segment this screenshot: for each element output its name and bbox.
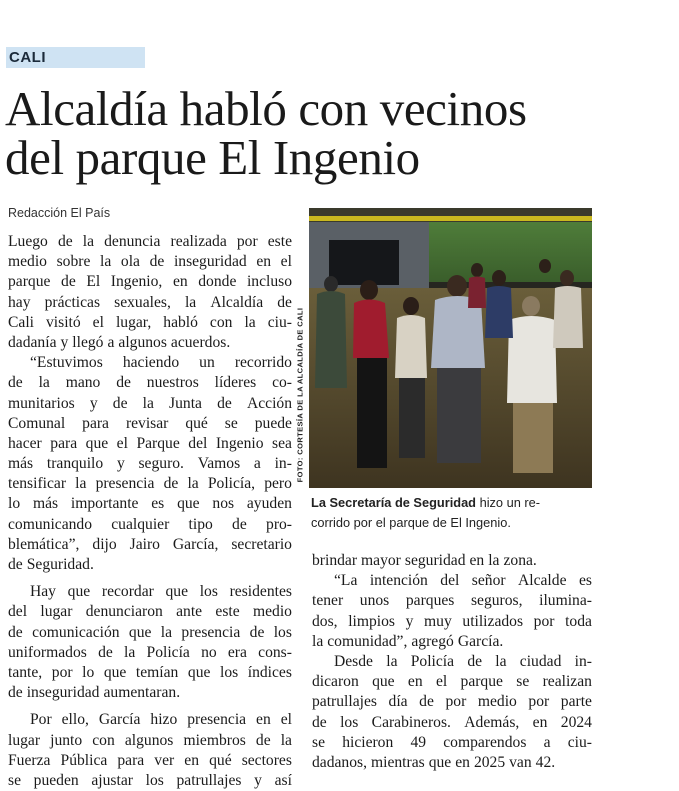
section-label: CALI <box>9 49 46 66</box>
text-line: medio sobre la ola de inseguridad en el <box>8 253 292 271</box>
text-line: “La intención del señor Alcalde es <box>334 572 592 590</box>
text-line: la comunidad”, agregó García. <box>312 632 504 650</box>
text-line: blemática”, dijo Jairo García, secretario <box>8 535 292 553</box>
text-line: del lugar denunciaron ante este medio <box>8 603 292 621</box>
byline: Redacción El País <box>8 206 111 220</box>
article-column-1 <box>8 232 292 791</box>
text-line: se pueden ajustar los patrullajes y así <box>8 771 292 789</box>
text-line: Fuerza Pública para ver en qué sectores <box>8 751 292 769</box>
text-line: de la mano de nuestros líderes co- <box>8 374 292 392</box>
photo-credit-text: FOTO: CORTESÍA DE LA ALCALDÍA DE CALI <box>295 307 305 483</box>
text-line: uniformados de la Policía no era cons- <box>8 643 292 661</box>
photo-credit <box>293 300 307 490</box>
text-line: lo más importante es que nos ayuden <box>8 495 292 513</box>
paragraph-gap <box>8 575 292 582</box>
text-line: “Estuvimos haciendo un recorrido <box>30 354 292 372</box>
text-line: Por ello, García hizo presencia en el <box>30 711 292 729</box>
text-line: parque de El Ingenio, en donde incluso <box>8 273 292 291</box>
caption-bold: La Secretaría de Seguridad <box>311 495 477 510</box>
text-line: Desde la Policía de la ciudad in- <box>334 652 592 670</box>
photo-caption <box>311 493 593 533</box>
caption-text-2: corrido por el parque de El Ingenio. <box>311 515 511 530</box>
text-line: brindar mayor seguridad en la zona. <box>312 552 537 569</box>
headline-line-2: del parque El Ingenio <box>5 130 420 185</box>
text-line: más tranquilo y seguro. Vamos a in- <box>8 455 292 473</box>
text-line: lugar junto con algunos miembros de la <box>8 731 292 749</box>
text-line: tener unos parques seguros, ilumina- <box>312 592 592 610</box>
headline-line-1: Alcaldía habló con vecinos <box>5 81 527 136</box>
text-line: de comunicación que la presencia de los <box>8 623 292 641</box>
text-line: se hicieron 49 comparendos a ciu- <box>312 733 592 751</box>
text-line: tensificar la presencia de la Policía, pero <box>8 475 292 493</box>
text-line: munitarios y de la Junta de Acción <box>8 394 292 412</box>
text-line: dicaron que en el parque se realizan <box>312 673 592 691</box>
text-line: dadanos, mientras que en 2025 van 42. <box>312 753 556 771</box>
text-line: de inseguridad aumentaran. <box>8 684 181 702</box>
article-column-2 <box>312 551 592 773</box>
caption-text-1: hizo un re- <box>479 495 541 510</box>
text-line: hay prácticas sexuales, la Alcaldía de <box>8 293 292 311</box>
text-line: Comunal para revisar qué se puede <box>8 414 292 432</box>
text-line: de Seguridad. <box>8 556 94 573</box>
text-line: hacer para que el Parque del Ingenio sea <box>8 434 292 452</box>
photo-icon <box>309 208 592 488</box>
text-line: Cali visitó el lugar, habló con la ciu- <box>8 313 292 331</box>
text-line: tante, por lo que temían que los índices <box>8 663 292 681</box>
text-line: comunicando cualquier tipo de pro- <box>8 515 292 533</box>
text-line: dos, limpios y muy utilizados por toda <box>312 612 592 630</box>
text-line: patrullajes día de por medio por parte <box>312 693 592 711</box>
paragraph-gap <box>8 703 292 710</box>
text-line: dadanía y llegó a algunos acuerdos. <box>8 333 231 351</box>
text-line: Luego de la denuncia realizada por este <box>8 233 292 250</box>
headline <box>5 81 605 185</box>
text-line: de los Carabineros. Además, en 2024 <box>312 713 592 731</box>
text-line: Hay que recordar que los residentes <box>30 583 292 601</box>
article-photo <box>309 208 592 488</box>
section-tag <box>6 47 145 68</box>
